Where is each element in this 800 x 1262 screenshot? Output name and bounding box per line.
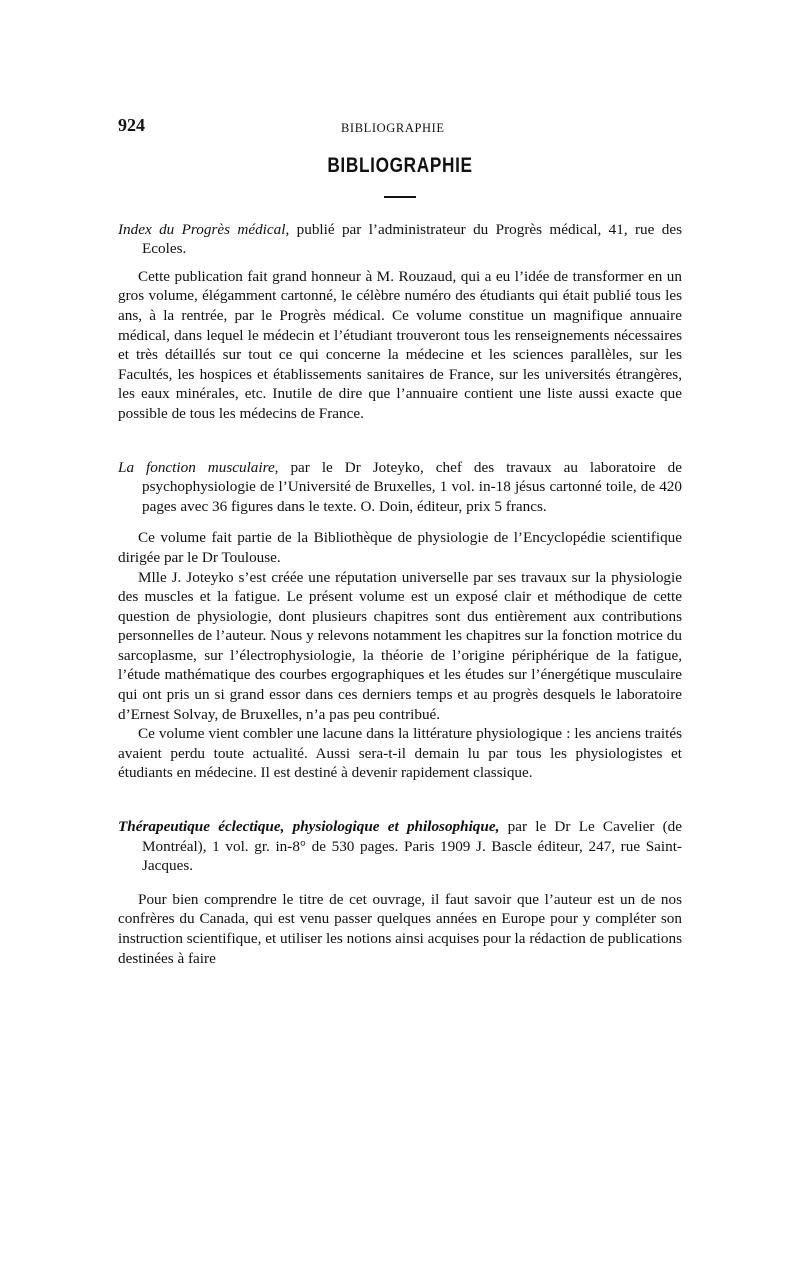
entry-paragraph: Ce volume fait partie de la Bibliothèque de physiologie de l’Encyclopédie scientifique dirigée par le Dr Toulouse. <box>118 529 682 566</box>
entry-details: par le Dr Joteyko, chef des travaux au laboratoire de psychophysiologie de l’Université de Bruxelles, 1 vol. in-18 jésus cartonné toile, de 420 pages avec 36 figures dans le texte. O. Doin, éditeur, prix 5 francs. <box>142 458 682 515</box>
entry-heading <box>118 817 682 876</box>
section-title: BIBLIOGRAPHIE <box>327 154 473 177</box>
bibliography-entry-1 <box>118 220 682 424</box>
entry-title: Thérapeutique éclectique, physiologique et philosophique, <box>118 818 500 836</box>
bibliography-entry-2 <box>118 458 682 784</box>
entry-details: publié par l’administrateur du Progrès médical, 41, rue des Ecoles. <box>142 220 682 258</box>
entry-heading <box>118 220 682 259</box>
running-header <box>118 116 682 138</box>
document-page <box>118 116 682 968</box>
bibliography-entry-3 <box>118 817 682 968</box>
entry-title: La fonction musculaire, <box>118 458 279 476</box>
entry-paragraph: Mlle J. Joteyko s’est créée une réputation universelle par ses travaux sur la physiologie des muscles et la fatigue. Le présent volume est un exposé clair et méthodique de cette question de physiologie, dont plusieurs chapitres sont dus entièrement aux contributions personnelles de l’auteur. Nous y relevons notamment les chapitres sur la fonction motrice du sarcoplasme, sur l’électrophysiologie, la théorie de l’origine périphérique de la fatigue, l’étude mathématique des courbes ergographiques et les études sur l’énergétique musculaire qui ont pris un si grand essor dans ces derniers temps et au progrès desquels le laboratoire d’Ernest Solvay, de Bruxelles, n’a pas peu contribué. <box>118 568 682 723</box>
entry-paragraph: Pour bien comprendre le titre de cet ouvrage, il faut savoir que l’auteur est un de nos confrères du Canada, qui est venu passer quelques années en Europe pour y compléter son instruction scientifique, et utiliser les notions ainsi acquises pour la rédaction de publications destinées à faire <box>118 890 682 967</box>
entry-details: par le Dr Le Cavelier (de Montréal), 1 vol. gr. in-8° de 530 pages. Paris 1909 J. Bascle éditeur, 247, rue Saint-Jacques. <box>142 818 683 875</box>
title-rule <box>384 196 416 198</box>
entry-title: Index du Progrès médical, <box>118 220 290 238</box>
entry-paragraph: Cette publication fait grand honneur à M. Rouzaud, qui a eu l’idée de transformer en un gros volume, élégamment cartonné, le célèbre numéro des étudiants qui était publié tous les ans, à la rentrée, par le Progrès médical. Ce volume constitue un magnifique annuaire médical, dans lequel le médecin et l’étudiant trouveront tous les renseignements nécessaires et très détaillés sur tout ce qui concerne la médecine et les sciences parallèles, sur les Facultés, les hospices et établissements sanitaires de France, sur les universités étrangères, les eaux minérales, etc. Inutile de dire que l’annuaire contient une liste aussi exacte que possible de tous les médecins de France. <box>118 267 682 422</box>
running-title: BIBLIOGRAPHIE <box>341 121 445 135</box>
entry-heading <box>118 458 682 517</box>
entry-paragraph: Ce volume vient combler une lacune dans la littérature physiologique : les anciens traités avaient perdu toute actualité. Aussi sera-t-il demain lu par tous les physiologistes et étudiants en médecine. Il est destiné à devenir rapidement classique. <box>118 725 682 782</box>
page-number: 924 <box>118 115 145 135</box>
